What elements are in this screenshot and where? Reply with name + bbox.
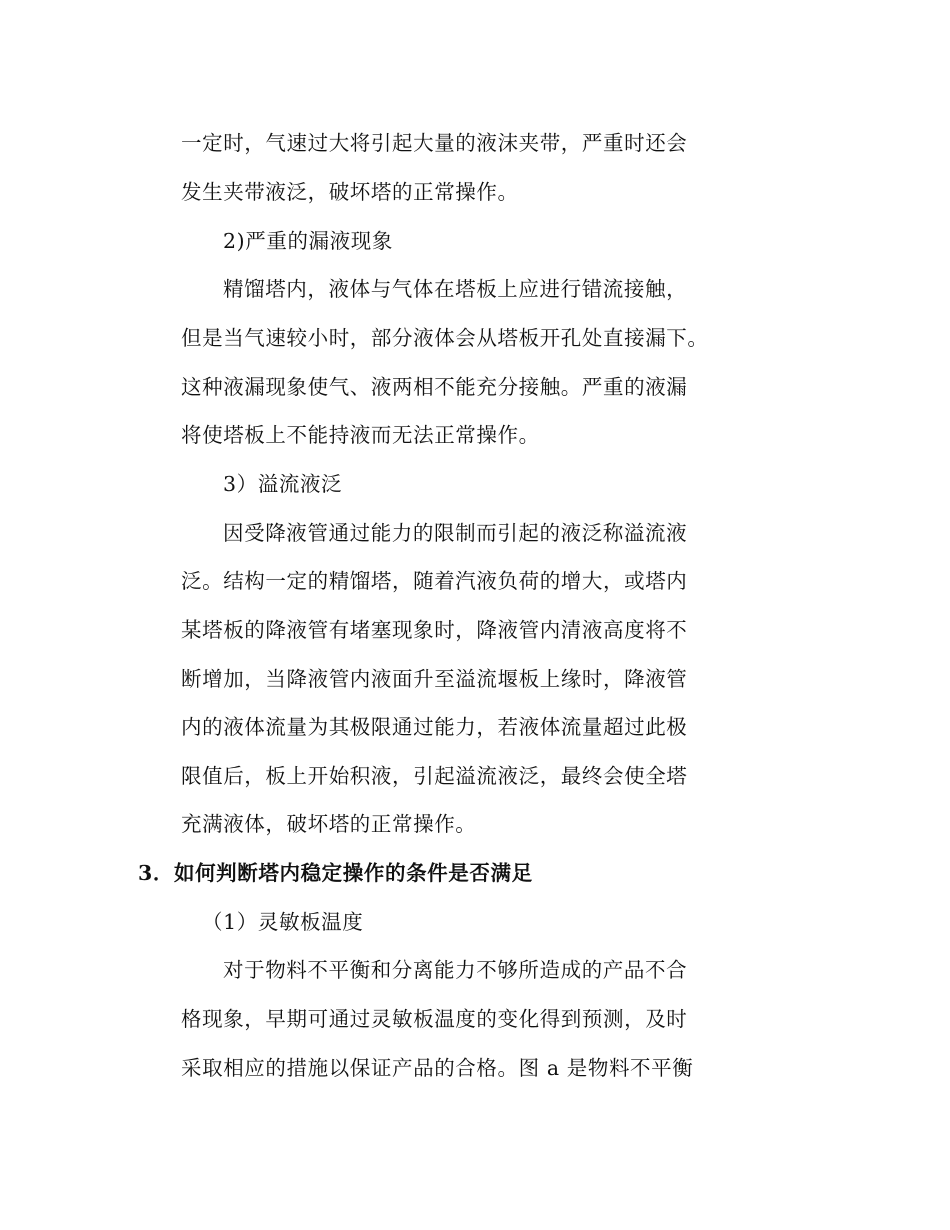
paragraph-line: 某塔板的降液管有堵塞现象时，降液管内清液高度将不 [181, 618, 688, 642]
subheading-leakage: 2)严重的漏液现象 [223, 229, 393, 253]
paragraph-line: 但是当气速较小时，部分液体会从塔板开孔处直接漏下。 [181, 326, 709, 350]
paragraph-line: 发生夹带液泛，破坏塔的正常操作。 [181, 180, 519, 204]
paragraph-line: 对于物料不平衡和分离能力不够所造成的产品不合 [223, 958, 688, 982]
paragraph-line: 格现象，早期可通过灵敏板温度的变化得到预测，及时 [181, 1007, 688, 1031]
paragraph-line: 将使塔板上不能持液而无法正常操作。 [181, 423, 540, 447]
paragraph-line: 充满液体，破坏塔的正常操作。 [181, 812, 477, 836]
subheading-overflow-flooding: 3）溢流液泛 [223, 472, 343, 496]
paragraph-line: 一定时，气速过大将引起大量的液沫夹带，严重时还会 [181, 131, 688, 155]
paragraph-line: 泛。结构一定的精馏塔，随着汽液负荷的增大，或塔内 [181, 569, 688, 593]
paragraph-line: 因受降液管通过能力的限制而引起的液泛称溢流液 [223, 521, 688, 545]
paragraph-line: 断增加，当降液管内液面升至溢流堰板上缘时，降液管 [181, 667, 688, 691]
paragraph-line: 内的液体流量为其极限通过能力，若液体流量超过此极 [181, 715, 688, 739]
paragraph-line: 精馏塔内，液体与气体在塔板上应进行错流接触， [223, 277, 688, 301]
paragraph-line: 采取相应的措施以保证产品的合格。图 a 是物料不平衡 [181, 1056, 694, 1080]
paragraph-line: 这种液漏现象使气、液两相不能充分接触。严重的液漏 [181, 375, 688, 399]
paragraph-line: 限值后，板上开始积液，引起溢流液泛，最终会使全塔 [181, 764, 688, 788]
subheading-sensitive-plate: （1）灵敏板温度 [202, 910, 364, 934]
section-heading: 3．如何判断塔内稳定操作的条件是否满足 [138, 861, 533, 885]
